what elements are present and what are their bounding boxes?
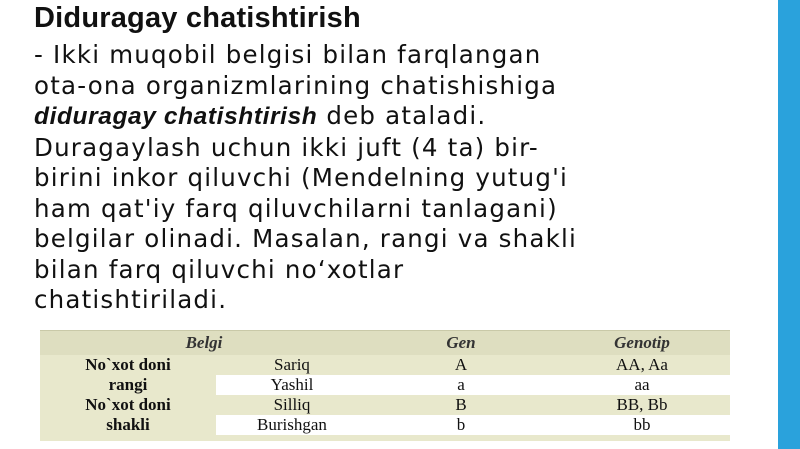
- paragraph-line: Duragaylash uchun ikki juft (4 ta) bir-: [34, 132, 539, 162]
- table-row: [40, 355, 730, 375]
- paragraph-line: [34, 101, 754, 133]
- group-label: No`xot doni: [40, 395, 216, 415]
- group-label: rangi: [40, 375, 216, 395]
- table-row: [40, 395, 730, 415]
- paragraph-line: ota-ona organizmlarining chatishishiga: [34, 70, 558, 100]
- table-top-rule: [40, 330, 730, 331]
- table-row: [40, 375, 730, 395]
- page-title: Diduragay chatishtirish: [34, 2, 361, 34]
- gen-cell: a: [368, 375, 554, 395]
- paragraph-line: chatishtiriladi.: [34, 285, 228, 314]
- paragraph-line: - Ikki muqobil belgisi bilan farqlangan: [34, 40, 542, 69]
- gen-cell: A: [368, 355, 554, 375]
- trait-cell: Burishgan: [216, 415, 368, 435]
- genotype-table: [40, 330, 730, 435]
- genotip-cell: AA, Aa: [554, 355, 730, 375]
- gen-cell: B: [368, 395, 554, 415]
- genotip-cell: BB, Bb: [554, 395, 730, 415]
- gen-cell: b: [368, 415, 554, 435]
- paragraph-line: ham qat'iy farq qiluvchilarni tanlagani): [34, 193, 558, 223]
- table-row: [40, 415, 730, 435]
- definition-paragraph: [34, 40, 754, 316]
- genotip-cell: bb: [554, 415, 730, 435]
- header-genotip: Genotip: [554, 330, 730, 355]
- paragraph-line: birini inkor qiluvchi (Mendelning yutug'i: [34, 163, 569, 192]
- decorative-side-bar: [778, 0, 800, 449]
- trait-cell: Silliq: [216, 395, 368, 415]
- genetics-table: [40, 330, 730, 441]
- header-belgi: Belgi: [40, 330, 368, 355]
- trait-cell: Sariq: [216, 355, 368, 375]
- table-header-row: [40, 330, 730, 355]
- genotip-cell: aa: [554, 375, 730, 395]
- header-gen: Gen: [368, 330, 554, 355]
- group-label: shakli: [40, 415, 216, 435]
- paragraph-line: belgilar olinadi. Masalan, rangi va shakli: [34, 224, 577, 253]
- group-label: No`xot doni: [40, 355, 216, 375]
- paragraph-text: deb ataladi.: [317, 101, 487, 130]
- paragraph-line: bilan farq qiluvchi no‘xotlar: [34, 254, 405, 284]
- term-emphasis: diduragay chatishtirish: [34, 103, 318, 130]
- trait-cell: Yashil: [216, 375, 368, 395]
